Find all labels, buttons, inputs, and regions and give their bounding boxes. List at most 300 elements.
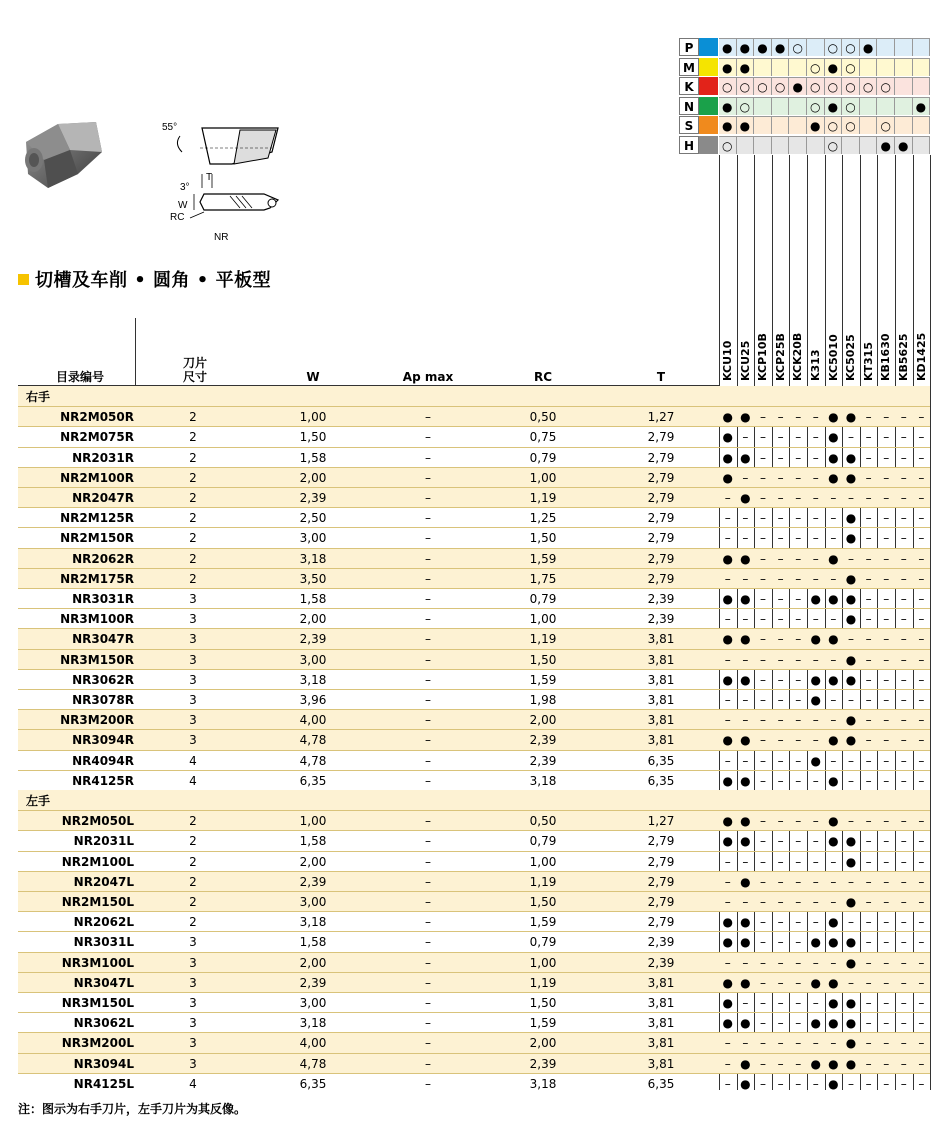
grade-mark: –	[883, 632, 890, 647]
grade-mark: –	[900, 1036, 907, 1051]
grade-mark: –	[883, 693, 890, 707]
grade-mark: ●	[828, 672, 839, 687]
ap-max-cell: –	[425, 834, 431, 849]
grade-mark: –	[759, 571, 766, 586]
grade-mark: ●	[845, 854, 857, 869]
grade-mark: ●	[828, 410, 839, 425]
grade-mark: –	[900, 652, 907, 667]
insert-size-cell: 2	[189, 834, 197, 849]
grade-mark: –	[742, 955, 749, 970]
table-row	[18, 1053, 930, 1074]
grade-mark: –	[900, 470, 907, 485]
grade-mark: –	[812, 834, 819, 849]
header-t: T	[656, 370, 666, 384]
insert-size-cell: 2	[189, 491, 197, 505]
w-cell: 2,50	[299, 511, 327, 526]
grade-mark: ●	[845, 511, 857, 526]
iso-cell: ○	[719, 77, 737, 95]
grade-mark: –	[847, 430, 854, 445]
grade-mark: –	[742, 571, 749, 586]
grade-mark: ●	[810, 935, 822, 950]
ap-max-cell: –	[425, 592, 431, 606]
rc-cell: 2,39	[529, 1056, 557, 1071]
grade-mark: –	[742, 753, 749, 768]
grade-mark: –	[812, 874, 819, 889]
w-cell: 1,58	[299, 935, 327, 950]
grade-mark: –	[759, 491, 766, 505]
t-cell: 2,79	[647, 551, 675, 566]
insert-size-cell: 4	[189, 773, 197, 788]
grade-mark: –	[918, 410, 925, 425]
grade-mark: –	[900, 935, 907, 950]
grade-mark: –	[812, 450, 819, 465]
grade-mark: –	[759, 470, 766, 485]
t-cell: 2,79	[647, 854, 675, 869]
iso-cell: ○	[860, 77, 878, 95]
table-row	[18, 750, 930, 771]
grade-mark: –	[777, 874, 784, 889]
grade-mark: ●	[828, 450, 839, 465]
catalog-number-cell: NR2M125R	[60, 511, 134, 526]
grade-mark: –	[883, 571, 890, 586]
rc-cell: 1,98	[529, 693, 557, 707]
grade-mark: –	[795, 814, 802, 829]
table-row	[18, 830, 930, 851]
grade-mark: –	[918, 895, 925, 909]
grade-mark: ●	[740, 450, 751, 465]
iso-row-m	[679, 58, 925, 77]
grade-mark: ●	[722, 733, 734, 748]
grade-mark: –	[830, 713, 837, 728]
iso-cell: ●	[737, 116, 755, 134]
rc-cell: 1,00	[529, 854, 557, 869]
grade-mark: –	[742, 430, 749, 445]
catalog-number-cell: NR2031R	[72, 450, 134, 465]
diagram-name-label: NR	[214, 232, 229, 243]
grade-mark: –	[883, 551, 890, 566]
grade-mark: –	[724, 612, 731, 627]
insert-size-cell: 2	[189, 895, 197, 909]
grade-mark: –	[883, 854, 890, 869]
t-cell: 3,81	[647, 733, 675, 748]
grade-mark: –	[900, 1076, 907, 1091]
insert-size-cell: 3	[189, 612, 197, 627]
rc-cell: 2,39	[529, 753, 557, 768]
table-row	[18, 992, 930, 1013]
grade-mark: –	[812, 814, 819, 829]
insert-size-cell: 2	[189, 531, 197, 546]
w-cell: 1,00	[299, 410, 327, 425]
grade-mark: –	[883, 1056, 890, 1071]
grade-mark: –	[795, 955, 802, 970]
grade-mark: –	[900, 430, 907, 445]
grade-mark: –	[812, 713, 819, 728]
iso-cell	[789, 116, 807, 134]
grade-mark: –	[883, 612, 890, 627]
grade-mark: ●	[845, 450, 857, 465]
iso-cell	[860, 116, 878, 134]
grade-mark: –	[759, 713, 766, 728]
iso-cell: ●	[860, 38, 878, 56]
iso-cell	[895, 38, 913, 56]
insert-size-cell: 2	[189, 915, 197, 930]
table-row	[18, 972, 930, 993]
catalog-number-cell: NR3M150R	[60, 652, 134, 667]
grade-mark: ●	[828, 1076, 839, 1091]
rc-cell: 1,25	[529, 511, 557, 526]
catalog-number-cell: NR2047L	[73, 874, 134, 889]
grade-label: KCP25B	[773, 333, 787, 381]
iso-cell: ○	[825, 77, 843, 95]
w-cell: 1,58	[299, 450, 327, 465]
iso-cell: ○	[825, 136, 843, 154]
grade-mark: –	[900, 915, 907, 930]
grade-mark: –	[830, 491, 837, 505]
rc-cell: 0,79	[529, 935, 557, 950]
grade-mark: –	[900, 1056, 907, 1071]
grade-mark: ●	[810, 693, 822, 707]
t-cell: 2,39	[647, 612, 675, 627]
rc-cell: 1,59	[529, 915, 557, 930]
grade-mark: –	[847, 814, 854, 829]
grade-mark: ●	[810, 975, 822, 990]
iso-cell	[913, 136, 931, 154]
section-header	[18, 790, 930, 810]
grade-mark: –	[724, 955, 731, 970]
iso-color-swatch	[699, 38, 718, 56]
grade-mark: ●	[740, 1056, 751, 1071]
rc-cell: 1,75	[529, 571, 557, 586]
table-row	[18, 568, 930, 589]
grade-mark: –	[759, 1076, 766, 1091]
grade-mark: –	[918, 713, 925, 728]
insert-size-cell: 4	[189, 753, 197, 768]
grade-mark: –	[900, 551, 907, 566]
grade-mark: –	[847, 915, 854, 930]
grade-mark: –	[759, 632, 766, 647]
grade-mark: –	[883, 915, 890, 930]
iso-cell	[789, 97, 807, 115]
table-row	[18, 507, 930, 528]
grade-mark: –	[777, 551, 784, 566]
ap-max-cell: –	[425, 1076, 431, 1091]
insert-size-cell: 3	[189, 632, 197, 647]
grade-mark: ●	[845, 672, 857, 687]
rc-cell: 1,50	[529, 531, 557, 546]
iso-cell	[877, 58, 895, 76]
ap-max-cell: –	[425, 511, 431, 526]
grade-mark: –	[918, 430, 925, 445]
grade-mark: –	[759, 450, 766, 465]
grade-mark: –	[900, 571, 907, 586]
catalog-number-cell: NR2M175R	[60, 571, 134, 586]
t-cell: 6,35	[647, 753, 675, 768]
grade-mark: –	[918, 1016, 925, 1031]
catalog-number-cell: NR2M050L	[61, 814, 134, 829]
grade-mark: –	[759, 895, 766, 909]
insert-size-cell: 3	[189, 592, 197, 606]
ap-max-cell: –	[425, 571, 431, 586]
rc-cell: 0,50	[529, 410, 557, 425]
grade-mark: –	[795, 491, 802, 505]
table-row	[18, 931, 930, 952]
grade-mark: –	[883, 1076, 890, 1091]
grade-mark: –	[900, 773, 907, 788]
grade-mark: –	[900, 975, 907, 990]
grade-mark: –	[847, 874, 854, 889]
grade-mark: –	[759, 551, 766, 566]
grade-mark: –	[830, 955, 837, 970]
iso-cell	[772, 58, 790, 76]
grade-mark: –	[812, 854, 819, 869]
grade-mark: ●	[828, 632, 839, 647]
catalog-number-cell: NR2M050R	[60, 410, 134, 425]
grade-mark: –	[830, 753, 837, 768]
grade-mark: –	[795, 915, 802, 930]
grade-mark: –	[918, 491, 925, 505]
ap-max-cell: –	[425, 955, 431, 970]
grade-mark: –	[759, 531, 766, 546]
rc-cell: 1,59	[529, 551, 557, 566]
grade-mark: –	[900, 693, 907, 707]
grade-mark: ●	[722, 632, 734, 647]
grade-mark: ●	[810, 592, 822, 606]
grade-mark: ●	[845, 955, 857, 970]
grade-mark: –	[830, 531, 837, 546]
ap-max-cell: –	[425, 895, 431, 909]
iso-cell	[754, 58, 772, 76]
grade-mark: –	[759, 612, 766, 627]
grade-mark: –	[724, 895, 731, 909]
grade-mark: –	[759, 975, 766, 990]
t-cell: 6,35	[647, 1076, 675, 1091]
iso-cell: ●	[719, 116, 737, 134]
t-cell: 2,79	[647, 531, 675, 546]
grade-mark: –	[777, 410, 784, 425]
grade-mark: –	[812, 571, 819, 586]
w-cell: 6,35	[299, 773, 327, 788]
rc-cell: 1,00	[529, 612, 557, 627]
t-cell: 2,39	[647, 955, 675, 970]
ap-max-cell: –	[425, 874, 431, 889]
insert-size-cell: 3	[189, 996, 197, 1010]
grade-mark: –	[759, 814, 766, 829]
iso-color-swatch	[699, 77, 718, 95]
ap-max-cell: –	[425, 632, 431, 647]
grade-mark: –	[918, 450, 925, 465]
grade-mark: –	[847, 753, 854, 768]
grade-mark: –	[918, 915, 925, 930]
grade-mark: ●	[810, 1056, 822, 1071]
grade-mark: ●	[828, 814, 839, 829]
grade-mark: ●	[828, 592, 839, 606]
grade-mark: –	[830, 693, 837, 707]
section-header	[18, 386, 930, 406]
grade-mark: –	[795, 531, 802, 546]
t-cell: 2,79	[647, 470, 675, 485]
grade-mark: –	[883, 895, 890, 909]
iso-row-n	[679, 97, 925, 116]
grade-mark: –	[777, 1056, 784, 1071]
grade-mark: –	[812, 470, 819, 485]
iso-cell: ○	[877, 77, 895, 95]
grade-mark: ●	[828, 834, 839, 849]
insert-size-cell: 2	[189, 571, 197, 586]
grade-mark: –	[759, 410, 766, 425]
insert-size-cell: 3	[189, 733, 197, 748]
rc-cell: 1,19	[529, 632, 557, 647]
section-label: 左手	[26, 794, 51, 808]
grade-mark: –	[883, 430, 890, 445]
ap-max-cell: –	[425, 430, 431, 445]
grade-mark: –	[900, 491, 907, 505]
rc-cell: 3,18	[529, 773, 557, 788]
grade-label: K313	[809, 349, 822, 381]
grade-mark: ●	[740, 814, 751, 829]
iso-cell	[807, 136, 825, 154]
grade-column-line	[930, 155, 931, 1090]
t-cell: 3,81	[647, 975, 675, 990]
header-insert-size-2: 尺寸	[182, 370, 207, 384]
grade-mark: –	[918, 571, 925, 586]
catalog-number-cell: NR2062L	[73, 915, 134, 930]
grade-mark: –	[795, 632, 802, 647]
grade-mark: –	[883, 511, 890, 526]
iso-cell: ○	[842, 58, 860, 76]
catalog-number-cell: NR3062L	[73, 1016, 134, 1031]
grade-mark: –	[883, 672, 890, 687]
grade-mark: –	[900, 733, 907, 748]
iso-cell	[860, 97, 878, 115]
iso-color-swatch	[699, 136, 718, 154]
section-title	[18, 266, 271, 292]
table-row	[18, 729, 930, 750]
grade-mark: ●	[828, 430, 839, 445]
grade-mark: –	[883, 531, 890, 546]
catalog-number-cell: NR3031R	[72, 592, 134, 606]
grade-mark: –	[777, 975, 784, 990]
grade-mark: –	[795, 753, 802, 768]
catalog-number-cell: NR3M100R	[60, 612, 134, 627]
iso-row-s	[679, 116, 925, 135]
t-cell: 2,39	[647, 935, 675, 950]
t-cell: 3,81	[647, 1016, 675, 1031]
grade-mark: –	[724, 1056, 731, 1071]
rc-cell: 1,00	[529, 470, 557, 485]
grade-mark: ●	[740, 915, 751, 930]
grade-mark: –	[918, 531, 925, 546]
grade-mark: –	[918, 1076, 925, 1091]
insert-size-cell: 3	[189, 1036, 197, 1051]
grade-mark: –	[918, 955, 925, 970]
table-row	[18, 891, 930, 912]
iso-cell: ●	[877, 136, 895, 154]
grade-mark: –	[795, 834, 802, 849]
rc-cell: 0,79	[529, 834, 557, 849]
grade-mark: –	[795, 592, 802, 606]
catalog-number-cell: NR3047R	[72, 632, 134, 647]
iso-cell: ●	[789, 77, 807, 95]
grade-mark: –	[795, 1016, 802, 1031]
grade-mark: ●	[845, 1056, 857, 1071]
grade-mark: –	[865, 733, 872, 748]
grade-mark: –	[724, 491, 731, 505]
grade-mark: –	[900, 592, 907, 606]
insert-photo	[18, 112, 108, 197]
ap-max-cell: –	[425, 450, 431, 465]
grade-mark: –	[724, 652, 731, 667]
catalog-number-cell: NR3M150L	[61, 996, 134, 1010]
w-cell: 4,78	[299, 753, 327, 768]
iso-cell	[807, 38, 825, 56]
rc-cell: 1,50	[529, 652, 557, 667]
grade-mark: –	[918, 814, 925, 829]
grade-mark: –	[742, 531, 749, 546]
grade-mark: –	[795, 874, 802, 889]
t-cell: 1,27	[647, 410, 675, 425]
grade-mark: –	[777, 491, 784, 505]
grade-mark: –	[918, 854, 925, 869]
insert-size-cell: 3	[189, 935, 197, 950]
grade-mark: –	[795, 713, 802, 728]
grade-mark: –	[918, 693, 925, 707]
grade-mark: –	[777, 753, 784, 768]
grade-mark: –	[759, 672, 766, 687]
iso-cell: ○	[877, 116, 895, 134]
catalog-number-cell: NR2M075R	[60, 430, 134, 445]
grade-mark: –	[865, 410, 872, 425]
insert-size-cell: 2	[189, 430, 197, 445]
insert-size-cell: 3	[189, 713, 197, 728]
insert-size-cell: 4	[189, 1076, 197, 1091]
ap-max-cell: –	[425, 854, 431, 869]
insert-size-cell: 3	[189, 1016, 197, 1031]
w-cell: 1,58	[299, 834, 327, 849]
grade-mark: ●	[845, 834, 857, 849]
grade-mark: –	[865, 935, 872, 950]
grade-mark: –	[759, 753, 766, 768]
grade-mark: –	[865, 672, 872, 687]
iso-cell: ○	[807, 97, 825, 115]
table-row	[18, 487, 930, 508]
grade-mark: –	[865, 975, 872, 990]
grade-mark: ●	[845, 592, 857, 606]
grade-mark: –	[812, 733, 819, 748]
grade-mark: –	[865, 1076, 872, 1091]
grade-mark: –	[883, 470, 890, 485]
grade-mark: –	[777, 733, 784, 748]
ap-max-cell: –	[425, 935, 431, 950]
table-row	[18, 649, 930, 670]
rc-cell: 1,00	[529, 955, 557, 970]
rc-cell: 0,75	[529, 430, 557, 445]
grade-mark: ●	[845, 571, 857, 586]
grade-mark: –	[759, 652, 766, 667]
rc-cell: 0,79	[529, 592, 557, 606]
w-cell: 3,00	[299, 996, 327, 1010]
catalog-number-cell: NR2M100L	[61, 854, 134, 869]
rc-cell: 3,18	[529, 1076, 557, 1091]
catalog-number-cell: NR3M200L	[61, 1036, 134, 1051]
grade-mark: –	[777, 612, 784, 627]
header-catalog-number: 目录编号	[55, 370, 104, 384]
grade-mark: –	[777, 571, 784, 586]
grade-mark: –	[812, 996, 819, 1010]
catalog-number-cell: NR3031L	[73, 935, 134, 950]
grade-mark: –	[759, 773, 766, 788]
iso-cell: ●	[719, 38, 737, 56]
grade-mark: –	[900, 996, 907, 1010]
